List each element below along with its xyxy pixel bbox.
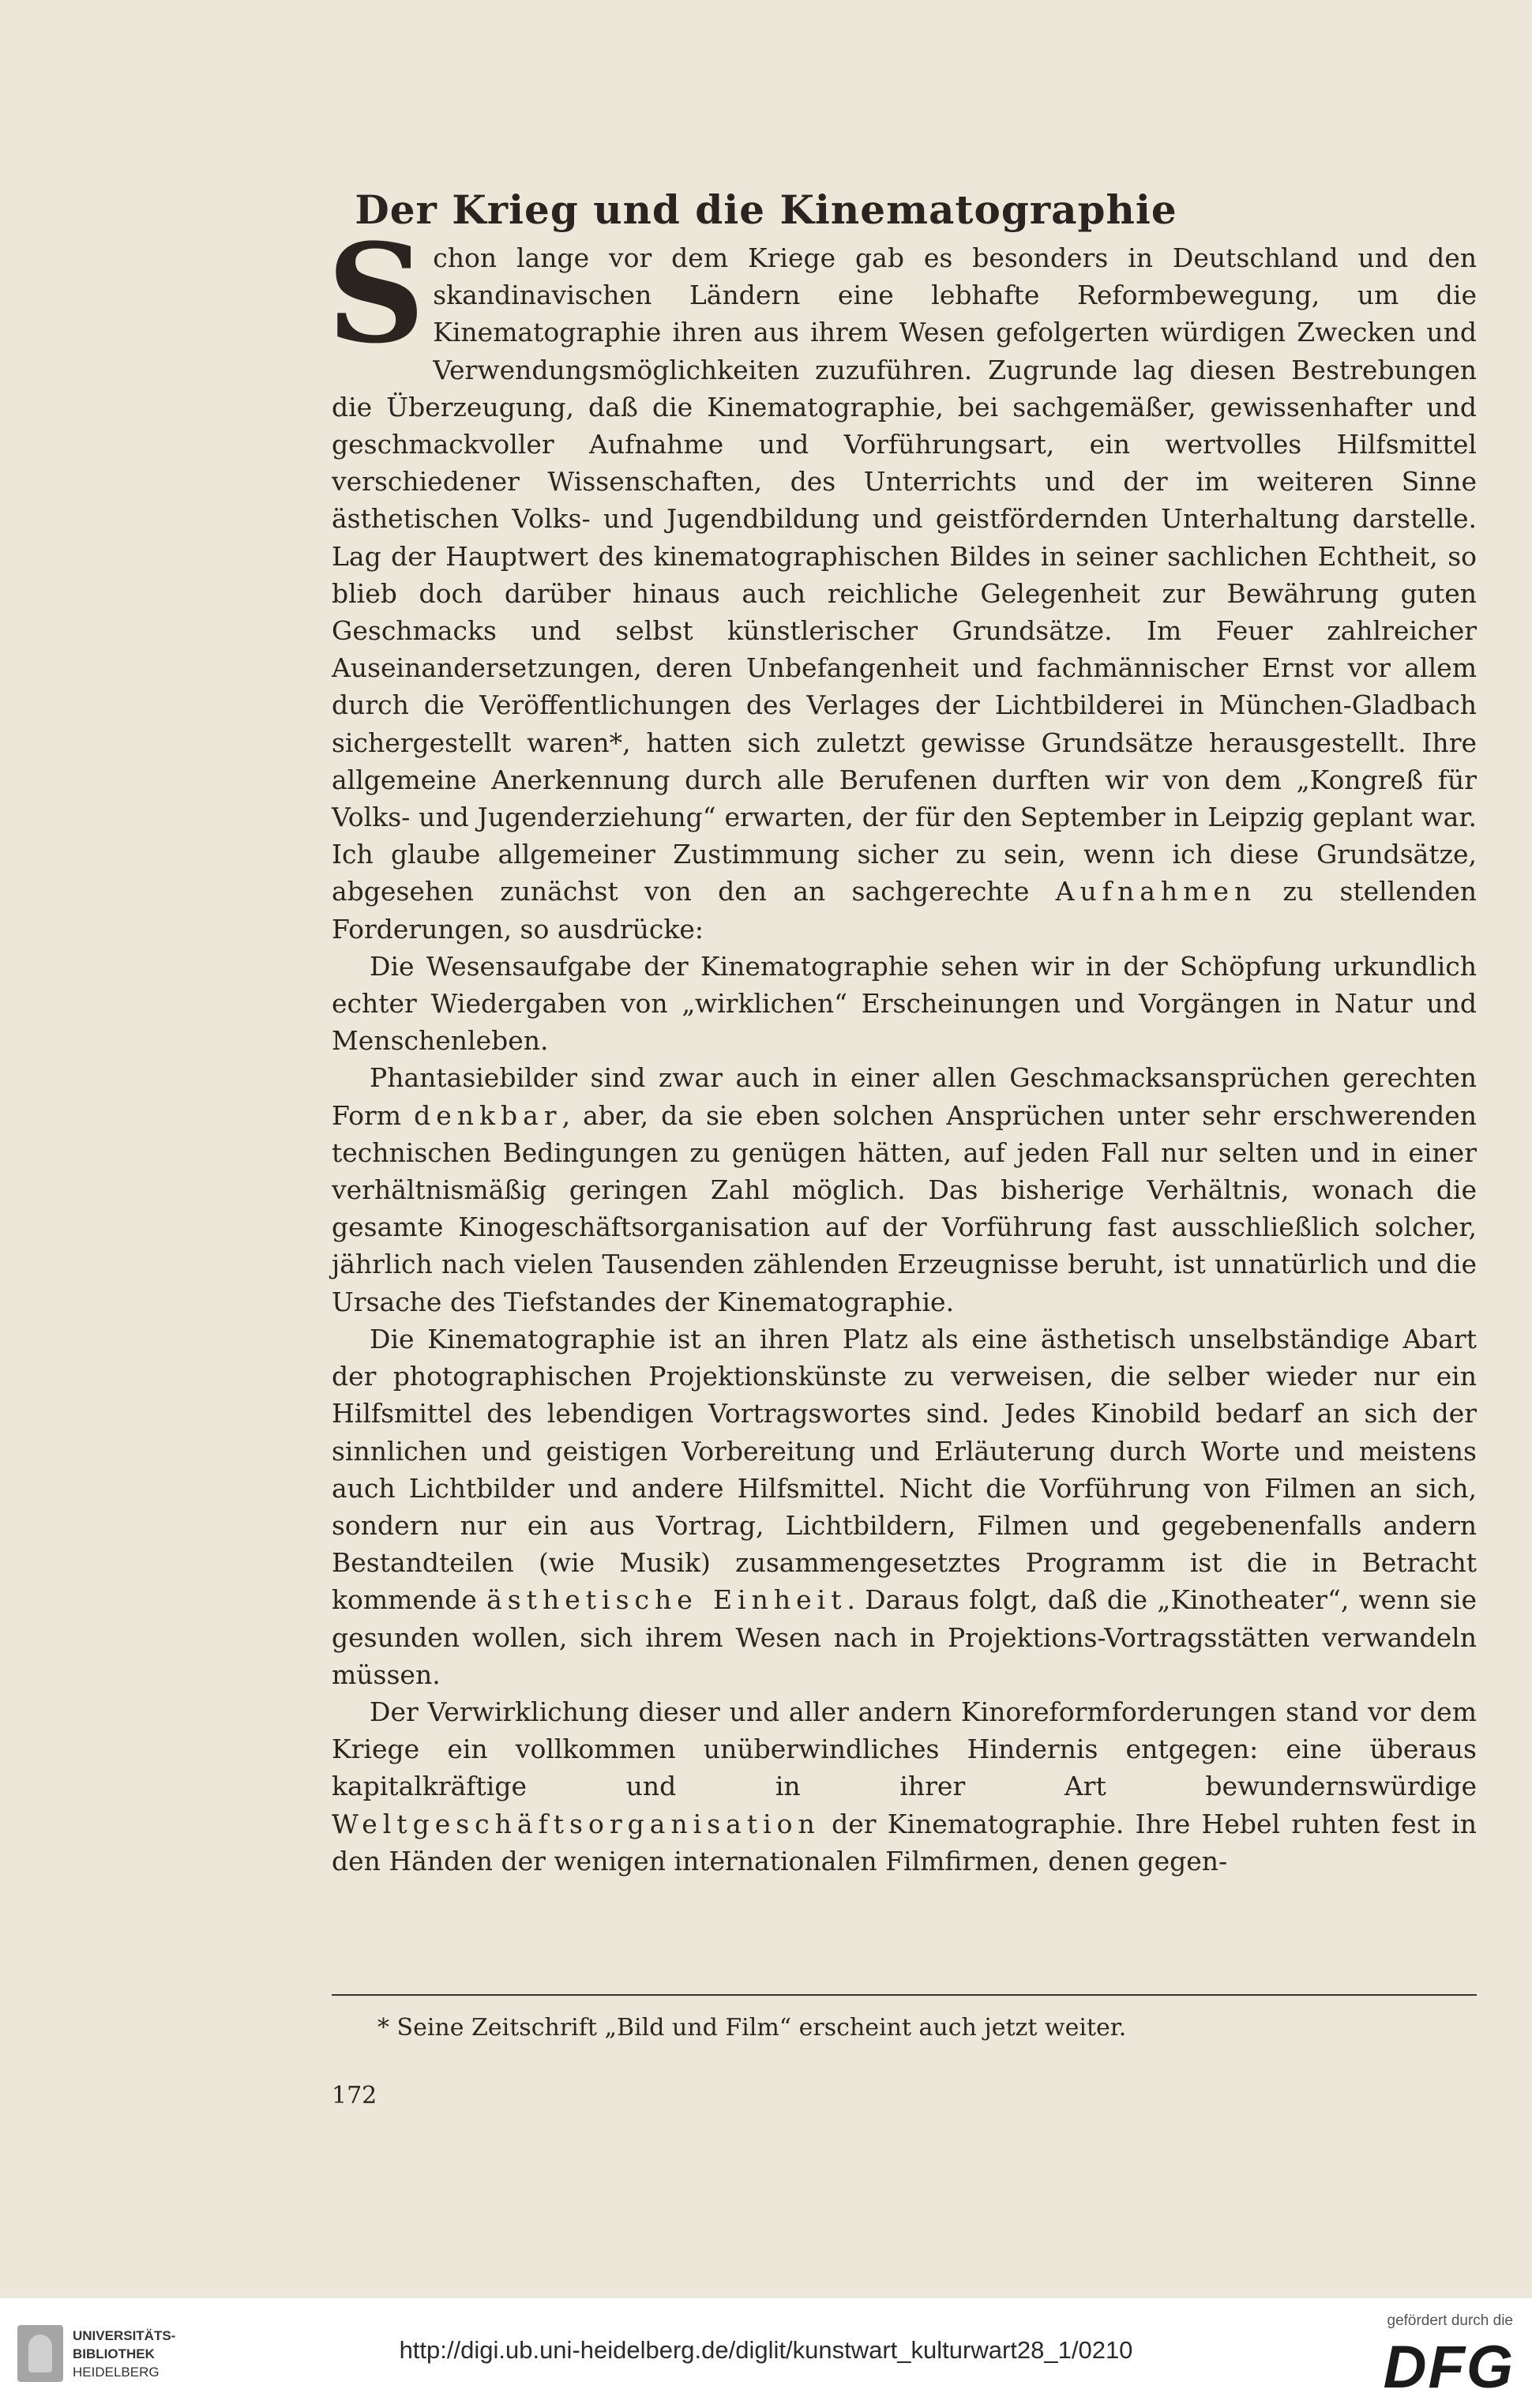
drop-cap: S	[327, 213, 426, 374]
paragraph	[332, 1059, 1477, 1320]
paragraph-text-tail: zu stellenden Forderungen, so ausdrücke:	[332, 876, 1477, 945]
paragraph-text: Phantasiebilder sind zwar auch in einer allen Geschmacksansprüchen gerechten Form	[332, 1062, 1477, 1131]
paragraph-intro	[327, 213, 1477, 948]
page-number: 172	[332, 2082, 377, 2109]
funding-label: gefördert durch die	[1387, 2312, 1513, 2329]
paragraph-text-tail: der Kinematographie. Ihre Hebel ruhten fest in den Händen der wenigen internationalen Filmfirmen, denen gegen-	[332, 1808, 1477, 1876]
spaced-emphasis: ästhetische Einheit	[486, 1584, 847, 1616]
paragraph-text: chon lange vor dem Kriege gab es besonders in Deutschland und den skandinavischen Ländern eine lebhafte Reformbewegung, um die Kinematographie ihren aus ihrem Wesen gefolgerten würdigen Zwecken und Verwendungsmöglichkeiten zuzuführen. Zugrunde lag diesen Bestrebungen die Überzeugung, daß die Kinematographie, bei sachgemäßer, gewissenhafter und geschmackvoller Aufnahme und Vorführungsart, ein wertvolles Hilfsmittel verschiedener Wissenschaften, des Unterrichts und der im weiteren Sinne ästhetischen Volks- und Jugendbildung und geistfördernden Unterhaltung darstelle. Lag der Hauptwert des kinematographischen Bildes in seiner sachlichen Echtheit, so blieb doch darüber hinaus auch reichliche Gelegenheit zur Bewährung guten Geschmacks und selbst künstlerischer Grundsätze. Im Feuer zahlreicher Auseinandersetzungen, deren Unbefangenheit und fachmännischer Ernst vor allem durch die Veröffentlichungen des Verlages der Lichtbilderei in München-Gladbach sichergestellt waren*, hatten sich zuletzt gewisse Grundsätze herausgestellt. Ihre allgemeine Anerkennung durch alle Berufenen durften wir von dem „Kongreß für Volks- und Jugenderziehung“ erwarten, der für den September in Leipzig geplant war. Ich glaube allgemeiner Zustimmung sicher zu sein, wenn ich diese Grundsätze, abgesehen zunächst von den an sachgerechte	[332, 242, 1477, 907]
paragraph-text: Die Kinematographie ist an ihren Platz als eine ästhetisch unselbständige Abart der photographischen Projektionskünste zu verweisen, die selber wieder nur ein Hilfsmittel des lebendigen Vortragswortes sind. Jedes Kinobild bedarf an sich der sinnlichen und geistigen Vorbereitung und Erläuterung durch Worte und meistens auch Lichtbilder und andere Hilfsmittel. Nicht die Vorführung von Filmen an sich, sondern nur ein aus Vortrag, Lichtbildern, Filmen und gegebenenfalls andern Bestandteilen (wie Musik) zusammengesetztes Programm ist die in Betracht kommende	[332, 1323, 1477, 1616]
paragraph-text: Der Verwirklichung dieser und aller andern Kinoreformforderungen stand vor dem Kriege ein vollkommen unüberwindliches Hindernis entgegen: eine überaus kapitalkräftige und in ihrer Art bewundernswürdige	[332, 1696, 1477, 1802]
paragraph-text-tail: , aber, da sie eben solchen Ansprüchen unter sehr erschwerenden technischen Bedingungen zu genügen hätten, auf jeden Fall nur selten und in einer verhältnismäßig geringen Zahl möglich. Das bisherige Verhältnis, wonach die gesamte Kinogeschäftsorganisation auf der Vorführung fast ausschließlich solcher, jährlich nach vielen Tausenden zählenden Erzeugnisse beruht, ist unnatürlich und die Ursache des Tiefstandes der Kinematographie.	[332, 1099, 1477, 1317]
paragraph	[332, 948, 1477, 1060]
spaced-emphasis: Weltgeschäftsorganisation	[332, 1808, 820, 1839]
source-url-link[interactable]: http://digi.ub.uni-heidelberg.de/diglit/kunstwart_kulturwart28_1/0210	[399, 2336, 1133, 2364]
library-name-line: BIBLIOTHEK	[73, 2346, 155, 2361]
spaced-emphasis: denkbar	[414, 1099, 562, 1131]
article-title: Der Krieg und die Kinematographie	[355, 186, 1177, 233]
paragraph	[332, 1320, 1477, 1693]
footnote-divider	[332, 1994, 1477, 1996]
paragraph-text-tail: . Daraus folgt, daß die „Kinotheater“, wenn sie gesunden wollen, sich ihrem Wesen nach in Projektions-Vortragsstätten verwandeln müssen.	[332, 1584, 1477, 1690]
spaced-emphasis: Aufnahmen	[1055, 876, 1257, 907]
paragraph	[332, 1693, 1477, 1880]
paragraph-text: Die Wesensaufgabe der Kinematographie sehen wir in der Schöpfung urkundlich echter Wiedergaben von „wirklichen“ Erscheinungen und Vorgängen in Natur und Menschenleben.	[332, 950, 1477, 1057]
footnote: * Seine Zeitschrift „Bild und Film“ erscheint auch jetzt weiter.	[377, 2014, 1127, 2042]
article-body	[327, 213, 1477, 1880]
dfg-logo[interactable]: DFG	[1383, 2334, 1515, 2401]
library-name-line: UNIVERSITÄTS-	[73, 2328, 176, 2343]
library-name-line: HEIDELBERG	[73, 2365, 160, 2380]
